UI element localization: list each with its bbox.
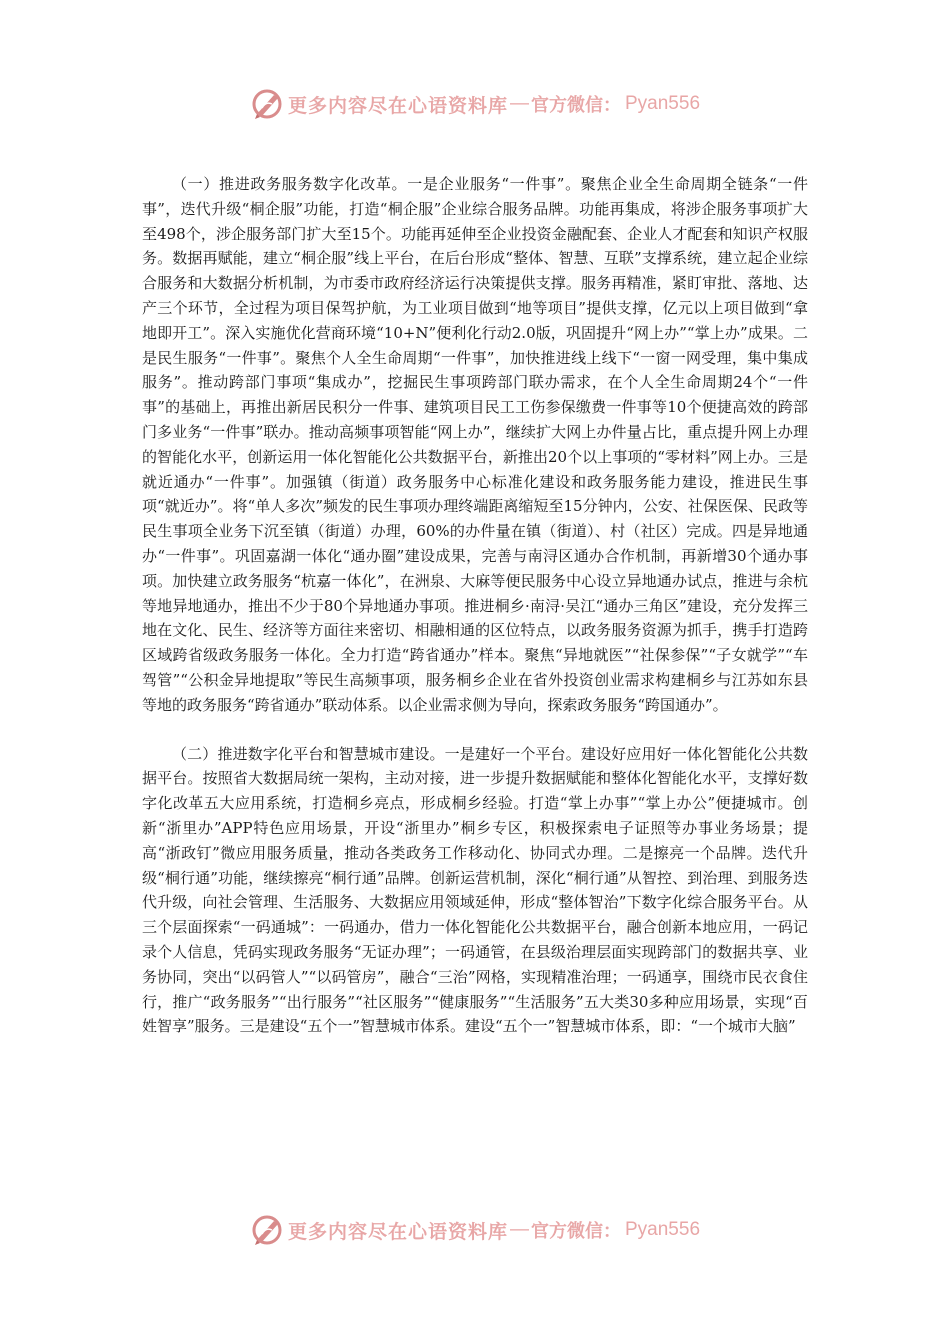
banner-wechat-label: 官方微信：	[531, 95, 621, 116]
banner-separator: —	[510, 93, 529, 114]
paragraph-digital-reform: （一）推进政务服务数字化改革。一是企业服务“一件事”。聚焦企业全生命周期全链条“一件事”，迭代升级“桐企服”功能，打造“桐企服”企业综合服务品牌。功能再集成，将涉企服务事项扩大至498个，涉企服务部门扩大至15个。功能再延伸至企业投资金融配套、企业人才配套和知识产权服务。数据再赋能，建立“桐企服”线上平台，在后台形成“整体、智慧、互联”支撑系统，建立起企业综合服务和大数据分析机制，为市委市政府经济运行决策提供支撑。服务再精准，紧盯审批、落地、达产三个环节，全过程为项目保驾护航，为工业项目做到“地等项目”提供支撑，亿元以上项目做到“拿地即开工”。深入实施优化营商环境“10+N”便利化行动2.0版，巩固提升“网上办”“掌上办”成果。二是民生服务“一件事”。聚焦个人全生命周期“一件事”，加快推进线上线下“一窗一网受理，集中集成服务”。推动跨部门事项“集成办”，挖掘民生事项跨部门联办需求，在个人全生命周期24个“一件事”的基础上，再推出新居民积分一件事、建筑项目民工工伤参保缴费一件事等10个便捷高效的跨部门多业务“一件事”联办。推动高频事项智能“网上办”，继续扩大网上办件量占比，重点提升网上办理的智能化水平，创新运用一体化智能化公共数据平台，新推出20个以上事项的“零材料”网上办。三是就近通办“一件事”。加强镇（街道）政务服务中心标准化建设和政务服务能力建设，推进民生事项“就近办”。将“单人多次”频发的民生事项办理终端距离缩短至15分钟内，公安、社保医保、民政等民生事项全业务下沉至镇（街道）办理，60%的办件量在镇（街道）、村（社区）完成。四是异地通办“一件事”。巩固嘉湖一体化“通办圈”建设成果，完善与南浔区通办合作机制，再新增30个通办事项。加快建立政务服务“杭嘉一体化”，在洲泉、大麻等便民服务中心设立异地通办试点，推进与余杭等地异地通办，推出不少于80个异地通办事项。推进桐乡·南浔·吴江“通办三角区”建设，充分发挥三地在文化、民生、经济等方面往来密切、相融相通的区位特点，以政务服务资源为抓手，携手打造跨区域跨省级政务服务一体化。全力打造“跨省通办”样本。聚焦“异地就医”“社保参保”“子女就学”“车驾管”“公积金异地提取”等民生高频事项，服务桐乡企业在省外投资创业需求构建桐乡与江苏如东县等地的政务服务“跨省通办”联动体系。以企业需求侧为导向，探索政务服务“跨国通办”。	[142, 175, 808, 714]
banner-slogan: 更多内容尽在心语资料库	[287, 94, 508, 117]
banner-slogan: 更多内容尽在心语资料库	[287, 1220, 508, 1243]
footer-watermark-banner	[0, 1210, 950, 1250]
paragraph-smart-city: （二）推进数字化平台和智慧城市建设。一是建好一个平台。建设好应用好一体化智能化公共数据平台。按照省大数据局统一架构，主动对接，进一步提升数据赋能和整体化智能化水平，支撑好数字化改革五大应用系统，打造桐乡亮点，形成桐乡经验。打造“掌上办事”“掌上办公”便捷城市。创新“浙里办”APP特色应用场景，开设“浙里办”桐乡专区，积极探索电子证照等办事业务场景；提高“浙政钉”微应用服务质量，推动各类政务工作移动化、协同式办理。二是擦亮一个品牌。迭代升级“桐行通”功能，继续擦亮“桐行通”品牌。创新运营机制，深化“桐行通”从智控、到治理、到服务迭代升级，向社会管理、生活服务、大数据应用领域延伸，形成“整体智治”下数字化综合服务平台。从三个层面探索“一码通城”：一码通办，借力一体化智能化公共数据平台，融合创新本地应用，一码记录个人信息，凭码实现政务服务“无证办理”；一码通管，在县级治理层面实现跨部门的数据共享、业务协同，突出“以码管人”“以码管房”，融合“三治”网格，实现精准治理；一码通享，围绕市民衣食住行，推广“政务服务”“出行服务”“社区服务”“健康服务”“生活服务”五大类30多种应用场景，实现“百姓智享”服务。三是建设“五个一”智慧城市体系。建设“五个一”智慧城市体系，即：“一个城市大脑”	[142, 744, 808, 1036]
banner-wechat-id: Pyan556	[625, 1219, 701, 1240]
pen-logo-icon	[250, 87, 284, 121]
banner-separator: —	[510, 1219, 529, 1240]
banner-wechat-label: 官方微信：	[531, 1221, 621, 1242]
document-body	[142, 172, 808, 1039]
pen-logo-icon	[250, 1213, 284, 1247]
banner-wechat-id: Pyan556	[625, 93, 701, 114]
header-watermark-banner	[0, 84, 950, 124]
